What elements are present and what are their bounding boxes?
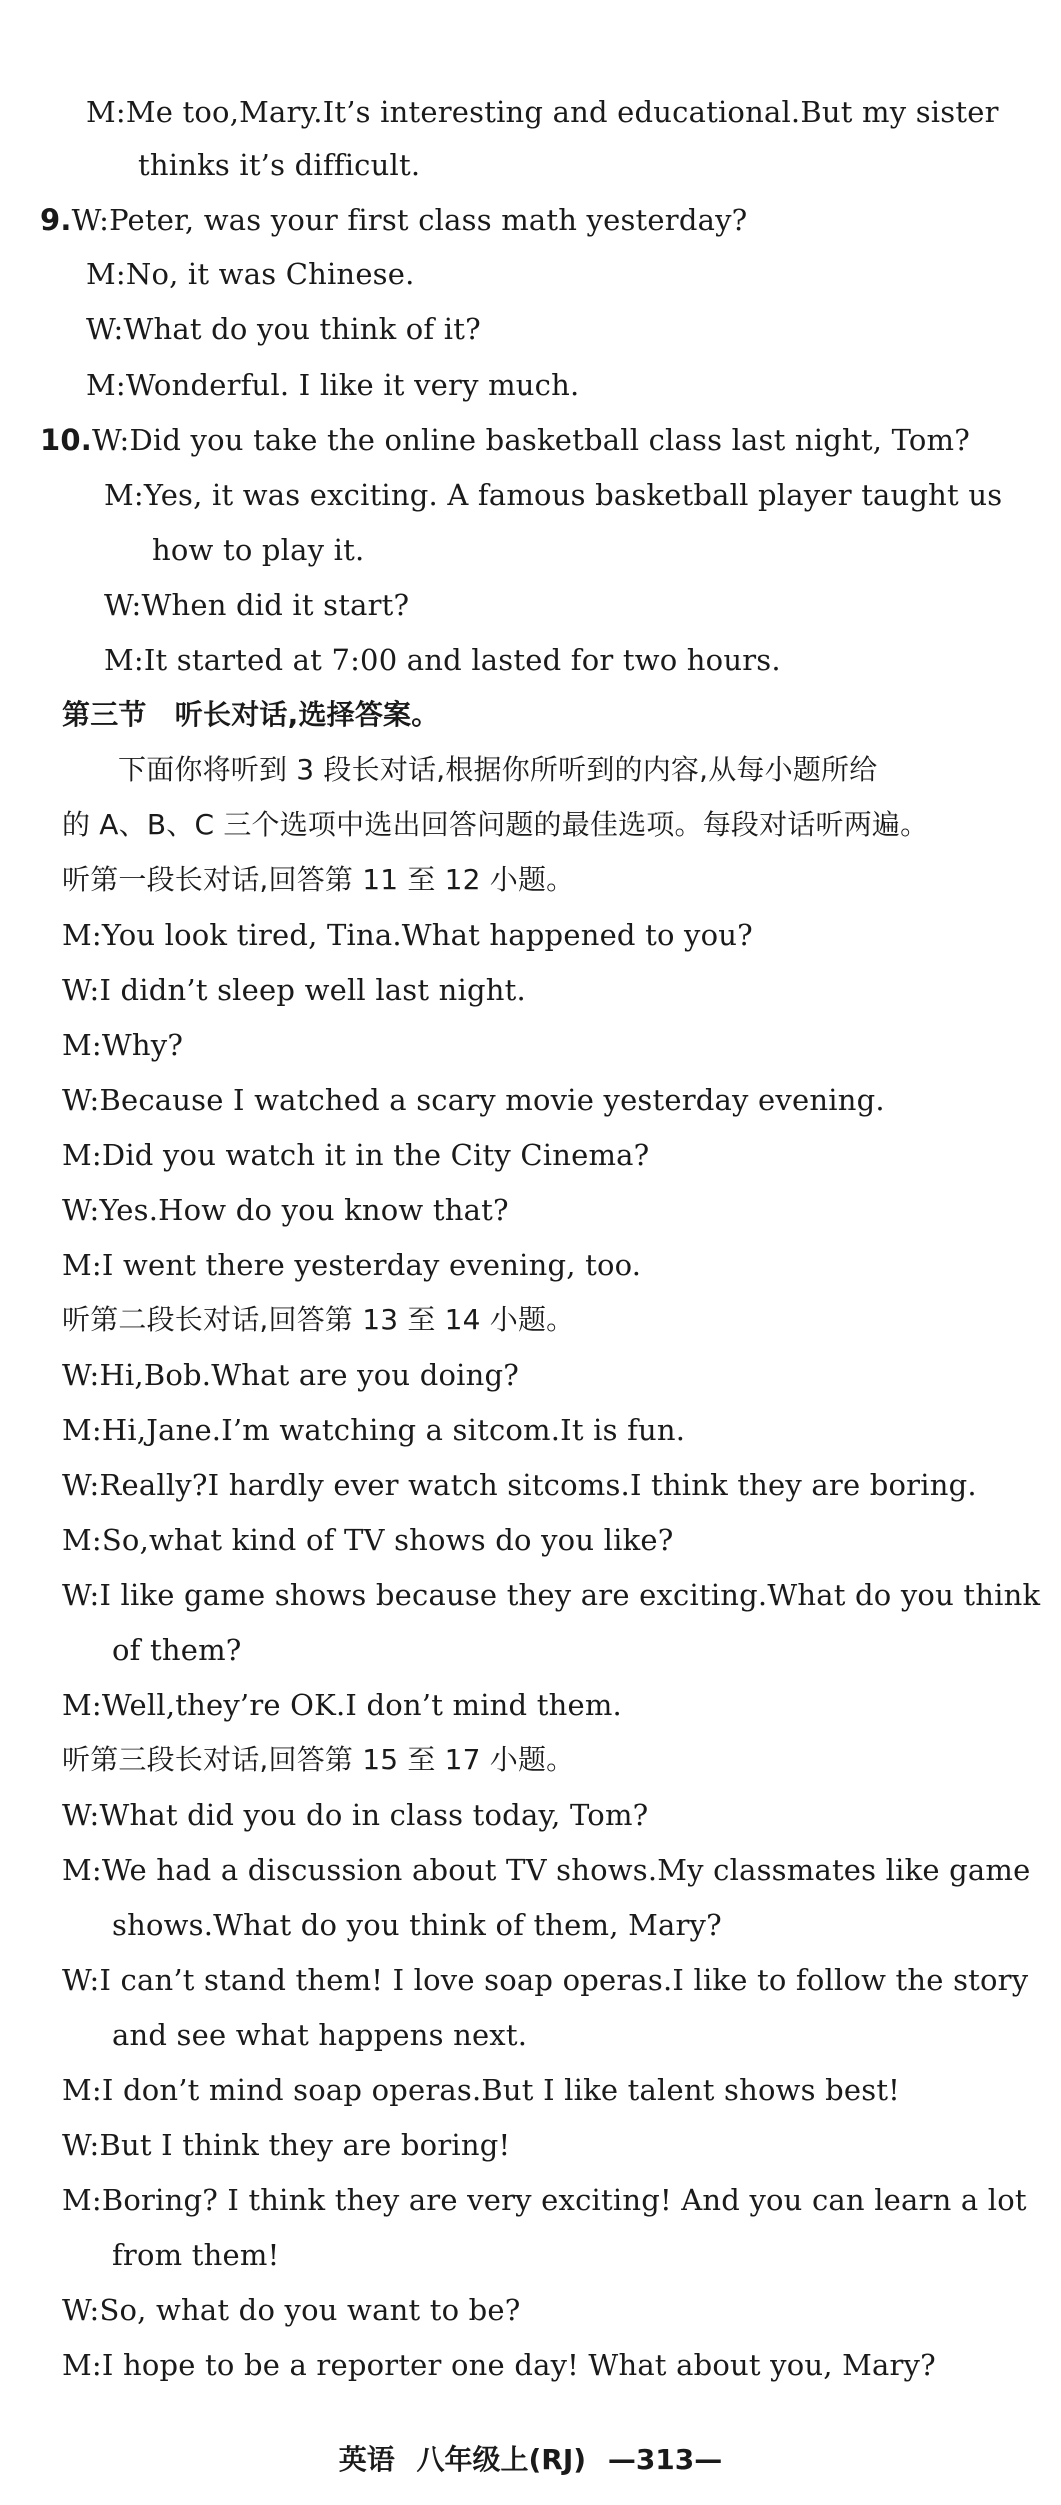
dialogue-line: M:You look tired, Tina.What happened to you? [62,918,753,952]
dialogue-line: M:Me too,Mary.It’s interesting and educational.But my sister [86,95,999,129]
dialogue-line: W:I can’t stand them! I love soap operas.I like to follow the story [62,1963,1029,1997]
dialogue-line: M:We had a discussion about TV shows.My classmates like game [62,1853,1031,1887]
dialogue-line-continuation: how to play it. [152,533,365,567]
dialogue-line: M:Boring? I think they are very exciting! And you can learn a lot [62,2183,1027,2217]
dialogue-line: W:Did you take the online basketball class last night, Tom? [91,423,970,457]
dialogue-line: M:Yes, it was exciting. A famous basketball player taught us [104,478,1003,512]
dialogue-line: M:I hope to be a reporter one day! What about you, Mary? [62,2348,936,2382]
dialogue-line: M:No, it was Chinese. [86,257,415,291]
item-number: 10. [40,423,92,457]
dialogue-line: W:I like game shows because they are exciting.What do you think [62,1578,1041,1612]
dialogue-line: W:When did it start? [104,588,410,622]
dialogue-line: W:Yes.How do you know that? [62,1193,509,1227]
dialogue-line: M:Why? [62,1028,184,1062]
page-footer [0,2440,1061,2480]
dialogue-line-continuation: thinks it’s difficult. [138,148,421,182]
dialogue-line: W:Peter, was your first class math yesterday? [71,203,748,237]
dialogue-line: W:Hi,Bob.What are you doing? [62,1358,519,1392]
dialogue-line: M:So,what kind of TV shows do you like? [62,1523,674,1557]
section-heading: 第三节 听长对话,选择答案。 [62,698,440,731]
dialogue-line-continuation: of them? [112,1633,242,1667]
dialogue-line: W:What did you do in class today, Tom? [62,1798,649,1832]
page-number: —313— [607,2443,723,2476]
passage-instruction: 听第三段长对话,回答第 15 至 17 小题。 [62,1743,575,1776]
dialogue-line: M:I don’t mind soap operas.But I like talent shows best! [62,2073,901,2107]
dialogue-line: W:So, what do you want to be? [62,2293,521,2327]
passage-instruction: 听第二段长对话,回答第 13 至 14 小题。 [62,1303,575,1336]
dialogue-line: M:Well,they’re OK.I don’t mind them. [62,1688,622,1722]
dialogue-line: M:Hi,Jane.I’m watching a sitcom.It is fun. [62,1413,686,1447]
dialogue-line: M:Did you watch it in the City Cinema? [62,1138,650,1172]
dialogue-line: W:What do you think of it? [86,312,481,346]
dialogue-line: M:It started at 7:00 and lasted for two hours. [104,643,781,677]
dialogue-line: M:Wonderful. I like it very much. [86,368,580,402]
instruction-text: 下面你将听到 3 段长对话,根据你所听到的内容,从每小题所给 [118,753,878,786]
footer-subject: 英语 [338,2443,395,2476]
item-number: 9. [40,203,72,237]
dialogue-line: W:I didn’t sleep well last night. [62,973,526,1007]
dialogue-line: W:Because I watched a scary movie yesterday evening. [62,1083,885,1117]
dialogue-line: W:But I think they are boring! [62,2128,511,2162]
instruction-text: 的 A、B、C 三个选项中选出回答问题的最佳选项。每段对话听两遍。 [62,808,929,841]
footer-grade: 八年级上(RJ) [416,2443,587,2476]
dialogue-line: W:Really?I hardly ever watch sitcoms.I think they are boring. [62,1468,977,1502]
dialogue-item-10 [40,420,970,460]
dialogue-line-continuation: shows.What do you think of them, Mary? [112,1908,722,1942]
dialogue-line-continuation: from them! [112,2238,280,2272]
dialogue-line-continuation: and see what happens next. [112,2018,528,2052]
dialogue-item-9 [40,200,747,240]
passage-instruction: 听第一段长对话,回答第 11 至 12 小题。 [62,863,575,896]
dialogue-line: M:I went there yesterday evening, too. [62,1248,642,1282]
